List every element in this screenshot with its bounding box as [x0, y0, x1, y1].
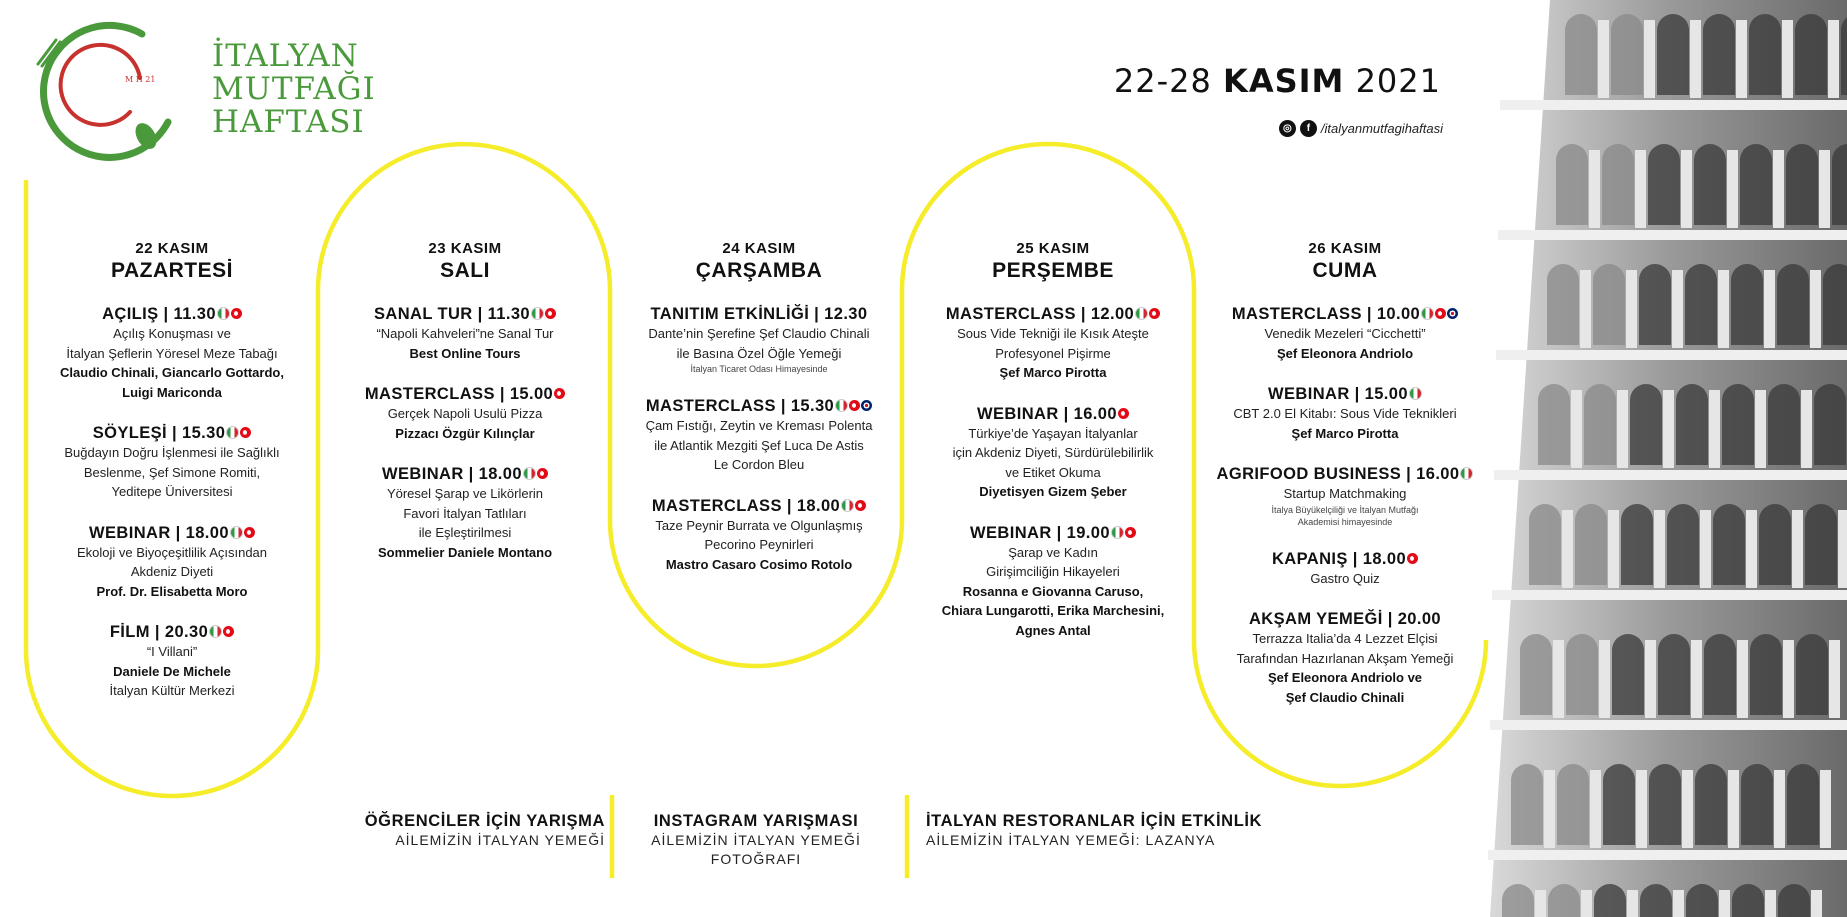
event-title-text: TANITIM ETKİNLİĞİ | 12.30 — [650, 305, 868, 323]
event-detail-line: Tarafından Hazırlanan Akşam Yemeği — [1236, 650, 1454, 666]
turkey-flag-icon — [855, 500, 866, 511]
tower-arch — [1695, 764, 1727, 845]
event-title-text: SANAL TUR | 11.30 — [374, 305, 530, 323]
event-title — [320, 465, 610, 484]
day-name: PERŞEMBE — [992, 259, 1114, 282]
event-date-range — [1114, 62, 1441, 100]
schedule-event — [1200, 610, 1490, 707]
event-title-text: WEBINAR | 18.00 — [89, 523, 229, 542]
schedule-event — [27, 524, 317, 602]
tower-arch — [1584, 384, 1616, 465]
tower-ledge — [1500, 100, 1847, 110]
event-detail-line: Rosanna e Giovanna Caruso, — [962, 583, 1144, 599]
tower-arch — [1658, 634, 1690, 715]
brand-title-line: İTALYAN — [212, 38, 359, 74]
event-detail-line: Akdeniz Diyeti — [130, 564, 214, 579]
tower-arch — [1777, 264, 1809, 345]
event-detail-line: Açılış Konuşması ve — [113, 326, 231, 341]
tower-illustration — [1470, 0, 1847, 917]
italy-flag-icon — [531, 307, 544, 320]
tower-column — [1829, 640, 1840, 718]
tower-arch — [1502, 884, 1534, 917]
italy-flag-icon — [230, 526, 243, 539]
event-title-text: MASTERCLASS | 15.30 — [645, 397, 835, 415]
tower-column — [1727, 150, 1738, 228]
event-title-text: MASTERCLASS | 10.00 — [1231, 305, 1421, 323]
bottom-section-subtitle: AİLEMİZİN İTALYAN YEMEĞİ: LAZANYA — [926, 832, 1216, 848]
tower-column — [1553, 640, 1564, 718]
tower-arch — [1740, 144, 1772, 225]
tower-arch — [1520, 634, 1552, 715]
turkey-flag-icon — [1118, 408, 1129, 419]
tower-arch — [1713, 504, 1745, 585]
event-detail-line: Girişimciliğin Hikayeleri — [986, 564, 1120, 579]
event-detail-line: Agnes Antal — [1015, 622, 1091, 638]
schedule-event — [614, 497, 904, 575]
event-detail-line: Şef Eleonora Andriolo ve — [1267, 670, 1423, 685]
day-date: 24 KASIM — [722, 240, 796, 257]
tower-column — [1709, 390, 1720, 468]
tower-ledge — [1494, 470, 1847, 480]
event-detail-line: Chiara Lungarotti, Erika Marchesini, — [941, 603, 1165, 618]
event-title-text: AÇILIŞ | 11.30 — [102, 305, 216, 323]
schedule-event — [27, 305, 317, 402]
tower-arch — [1722, 384, 1754, 465]
tower-arch — [1649, 764, 1681, 845]
schedule-event — [908, 524, 1198, 641]
tower-arch — [1805, 504, 1837, 585]
event-title — [27, 623, 317, 642]
event-detail-line: Pecorino Peynirleri — [704, 537, 814, 552]
event-title-text: AKŞAM YEMEĞİ | 20.00 — [1248, 610, 1442, 628]
tower-column — [1636, 770, 1647, 848]
tower-column — [1811, 890, 1822, 917]
tower-arch — [1676, 384, 1708, 465]
tower-arch — [1575, 504, 1607, 585]
event-title-text: SÖYLEŞİ | 15.30 — [92, 424, 226, 442]
tower-column — [1792, 510, 1803, 588]
tower-arch — [1732, 884, 1764, 917]
turkey-flag-icon — [244, 527, 255, 538]
tower-column — [1544, 770, 1555, 848]
tower-arch — [1511, 764, 1543, 845]
event-detail-line: Şef Marco Pirotta — [1291, 425, 1399, 441]
event-detail-line: Diyetisyen Gizem Şeber — [979, 484, 1127, 499]
tower-column — [1737, 640, 1748, 718]
bottom-section-subtitle: FOTOĞRAFI — [710, 851, 802, 867]
bottom-section-title: İTALYAN RESTORANLAR İÇİN ETKİNLİK — [926, 812, 1263, 830]
turkey-flag-icon — [545, 308, 556, 319]
tower-arch — [1557, 764, 1589, 845]
tower-arch — [1612, 634, 1644, 715]
event-detail-line: Favori İtalyan Tatlıları — [403, 505, 527, 521]
tower-arch — [1841, 14, 1847, 95]
italy-flag-icon — [1111, 526, 1124, 539]
event-title — [320, 385, 610, 404]
brand-emblem — [22, 12, 192, 162]
schedule-event — [320, 305, 610, 363]
tower-arch — [1621, 504, 1653, 585]
event-title-text: MASTERCLASS | 15.00 — [364, 385, 554, 403]
event-title-text: AGRIFOOD BUSINESS | 16.00 — [1216, 465, 1460, 483]
event-detail-line: Startup Matchmaking — [1283, 486, 1407, 501]
tower-arch — [1731, 264, 1763, 345]
event-title — [1200, 550, 1490, 569]
tower-column — [1580, 270, 1591, 348]
event-title — [27, 305, 317, 324]
event-title — [614, 305, 904, 324]
bottom-section-instagram-contest — [640, 812, 872, 869]
event-detail-line: ile Basına Özel Öğle Yemeği — [676, 345, 842, 361]
turkey-flag-icon — [849, 400, 860, 411]
turkey-flag-icon — [1435, 308, 1446, 319]
italy-flag-icon — [1135, 307, 1148, 320]
event-detail-line: “Napoli Kahveleri”ne Sanal Tur — [376, 326, 554, 341]
tower-column — [1719, 890, 1730, 917]
schedule-event — [1200, 550, 1490, 589]
event-detail-line: Yeditepe Üniversitesi — [111, 484, 233, 499]
turkey-flag-icon — [240, 427, 251, 438]
day-column-thursday — [908, 240, 1198, 662]
event-detail-line: Beslenme, Şef Simone Romiti, — [83, 464, 261, 480]
tower-column — [1654, 510, 1665, 588]
tower-arch — [1814, 384, 1846, 465]
day-date: 23 KASIM — [428, 240, 502, 257]
tower-arch — [1566, 634, 1598, 715]
event-title — [1200, 385, 1490, 404]
event-detail-line: İtalyan Kültür Merkezi — [109, 683, 235, 698]
event-detail-line: Ekoloji ve Biyoçeşitlilik Açısından — [76, 544, 268, 560]
event-detail-line: Sous Vide Tekniği ile Kısık Ateşte — [957, 326, 1149, 341]
day-date: 25 KASIM — [1016, 240, 1090, 257]
event-title-text: MASTERCLASS | 12.00 — [945, 305, 1135, 323]
event-detail-line: İtalyan Şeflerin Yöresel Meze Tabağı — [66, 345, 278, 361]
event-title — [908, 305, 1198, 324]
uk-flag-icon — [861, 400, 872, 411]
turkey-flag-icon — [231, 308, 242, 319]
event-detail-line: Le Cordon Bleu — [713, 457, 805, 472]
date-range-year: 2021 — [1344, 62, 1441, 100]
event-detail-line: Luigi Mariconda — [122, 384, 222, 400]
schedule-event — [27, 424, 317, 502]
tower-column — [1746, 510, 1757, 588]
event-title-text: WEBINAR | 16.00 — [977, 404, 1117, 423]
tower-arch — [1648, 144, 1680, 225]
event-title-text: WEBINAR | 18.00 — [382, 465, 522, 483]
tower-arch — [1796, 634, 1828, 715]
event-detail-line: Şef Marco Pirotta — [999, 365, 1107, 380]
event-detail-line: Mastro Casaro Cosimo Rotolo — [665, 556, 853, 572]
tower-arch — [1667, 504, 1699, 585]
tower-column — [1599, 640, 1610, 718]
tower-arch — [1832, 144, 1847, 225]
turkey-flag-icon — [537, 468, 548, 479]
tower-column — [1700, 510, 1711, 588]
event-detail-line: ile Atlantik Mezgiti Şef Luca De Astis — [654, 437, 864, 453]
tower-ledge — [1492, 590, 1847, 600]
event-title — [1200, 465, 1490, 484]
event-title — [908, 524, 1198, 543]
tower-column — [1571, 390, 1582, 468]
tower-arch — [1529, 504, 1561, 585]
day-name: ÇARŞAMBA — [695, 259, 823, 282]
event-detail-line: Profesyonel Pişirme — [995, 345, 1111, 361]
event-title-text: WEBINAR | 15.00 — [1268, 385, 1408, 403]
schedule-event — [320, 385, 610, 443]
day-name: PAZARTESİ — [111, 259, 233, 282]
tower-column — [1682, 770, 1693, 848]
day-column-tuesday — [320, 240, 610, 584]
tower-column — [1819, 150, 1830, 228]
tower-arch — [1657, 14, 1689, 95]
tower-arch — [1639, 264, 1671, 345]
schedule-event — [908, 305, 1198, 383]
tower-arch — [1759, 504, 1791, 585]
event-title — [27, 424, 317, 443]
event-detail-line: Terrazza Italia’da 4 Lezzet Elçisi — [1252, 631, 1438, 646]
tower-column — [1820, 770, 1831, 848]
italy-flag-icon — [1421, 307, 1434, 320]
event-detail-line: Best Online Tours — [409, 345, 521, 361]
tower-arch — [1603, 764, 1635, 845]
day-column-friday — [1200, 240, 1490, 729]
event-detail-line: Şef Claudio Chinali — [1285, 689, 1405, 705]
italy-flag-icon — [1460, 467, 1473, 480]
italy-flag-icon — [1409, 387, 1422, 400]
tower-ledge — [1496, 350, 1847, 360]
tower-arch — [1548, 884, 1580, 917]
tower-column — [1718, 270, 1729, 348]
tower-column — [1535, 890, 1546, 917]
tower-arch — [1778, 884, 1810, 917]
bottom-section-title: INSTAGRAM YARIŞMASI — [653, 812, 859, 830]
tower-column — [1736, 20, 1747, 98]
tower-column — [1590, 770, 1601, 848]
event-detail-line: ve Etiket Okuma — [1005, 464, 1101, 480]
event-detail-line: Gerçek Napoli Usulü Pizza — [387, 406, 543, 421]
tower-arch — [1686, 884, 1718, 917]
event-detail-line: CBT 2.0 El Kitabı: Sous Vide Teknikleri — [1233, 406, 1457, 421]
instagram-icon[interactable]: ◎ — [1279, 120, 1296, 137]
tower-arch — [1750, 634, 1782, 715]
event-detail-line: ile Eşleştirilmesi — [418, 525, 512, 540]
tower-arch — [1685, 264, 1717, 345]
tower-column — [1617, 390, 1628, 468]
event-title — [27, 524, 317, 543]
tower-arch — [1547, 264, 1579, 345]
event-title — [1200, 305, 1490, 324]
turkey-flag-icon — [554, 388, 565, 399]
emblem-text: M H 21 — [125, 75, 156, 84]
event-detail-line: Yöresel Şarap ve Likörlerin — [386, 486, 544, 501]
brand-title-line: MUTFAĞI — [212, 71, 376, 107]
event-title — [1200, 610, 1490, 629]
tower-column — [1690, 20, 1701, 98]
tower-arch — [1768, 384, 1800, 465]
tower-ledge — [1490, 720, 1847, 730]
event-detail-line: Venedik Mezeleri “Cicchetti” — [1264, 326, 1426, 341]
event-detail-line: Taze Peynir Burrata ve Olgunlaşmış — [655, 517, 863, 533]
turkey-flag-icon — [1125, 527, 1136, 538]
fork-icon — [38, 40, 64, 69]
schedule-event — [614, 397, 904, 475]
italy-flag-icon — [209, 625, 222, 638]
tower-column — [1608, 510, 1619, 588]
event-title-text: MASTERCLASS | 18.00 — [651, 496, 841, 515]
schedule-event — [908, 405, 1198, 502]
bottom-section-title: ÖĞRENCİLER İÇİN YARIŞMA — [364, 812, 605, 830]
tower-column — [1755, 390, 1766, 468]
event-title — [320, 305, 610, 324]
day-date: 22 KASIM — [135, 240, 209, 257]
tower-arch — [1538, 384, 1570, 465]
schedule-event — [1200, 465, 1490, 528]
schedule-event — [1200, 305, 1490, 363]
schedule-event — [320, 465, 610, 562]
tower-arch — [1703, 14, 1735, 95]
tower-column — [1774, 770, 1785, 848]
tower-arch — [1640, 884, 1672, 917]
tower-column — [1562, 510, 1573, 588]
tower-arch — [1593, 264, 1625, 345]
event-title-text: FİLM | 20.30 — [109, 623, 209, 641]
tower-arch — [1786, 144, 1818, 225]
social-handle[interactable]: /italyanmutfagihaftasi — [1320, 121, 1443, 136]
tower-column — [1765, 890, 1776, 917]
event-detail-line: “I Villani” — [146, 644, 198, 659]
tower-arch — [1556, 144, 1588, 225]
date-range-month: KASIM — [1223, 62, 1345, 100]
day-name: CUMA — [1312, 259, 1378, 282]
tower-column — [1645, 640, 1656, 718]
brand-logo — [22, 12, 376, 162]
tower-column — [1589, 150, 1600, 228]
italy-flag-icon — [835, 399, 848, 412]
day-column-monday — [27, 240, 317, 723]
event-title — [908, 405, 1198, 424]
event-title-text: WEBINAR | 19.00 — [970, 523, 1110, 542]
italy-flag-icon — [217, 307, 230, 320]
social-links — [1279, 120, 1443, 137]
tower-column — [1838, 510, 1847, 588]
turkey-flag-icon — [1149, 308, 1160, 319]
day-column-wednesday — [614, 240, 904, 596]
tower-column — [1828, 20, 1839, 98]
facebook-icon[interactable]: f — [1300, 120, 1317, 137]
schedule-event — [614, 305, 904, 375]
tower-arch — [1823, 264, 1847, 345]
tower-column — [1782, 20, 1793, 98]
event-detail-line: Pizzacı Özgür Kılınçlar — [395, 425, 535, 441]
tower-column — [1627, 890, 1638, 917]
day-name: SALI — [440, 259, 490, 282]
event-detail-line: Sommelier Daniele Montano — [377, 544, 553, 560]
event-detail-line: Akademisi himayesinde — [1297, 516, 1393, 527]
tower-column — [1598, 20, 1609, 98]
tower-arch — [1787, 764, 1819, 845]
event-detail-line: Şarap ve Kadın — [1008, 544, 1098, 560]
brand-title — [212, 40, 376, 139]
tower-column — [1691, 640, 1702, 718]
tower-arch — [1704, 634, 1736, 715]
event-detail-line: Şef Eleonora Andriolo — [1276, 345, 1414, 361]
bottom-section-subtitle: AİLEMİZİN İTALYAN YEMEĞİ — [395, 832, 605, 848]
event-detail-line: Prof. Dr. Elisabetta Moro — [96, 583, 248, 599]
leaning-tower-image — [1470, 0, 1847, 917]
event-detail-line: Buğdayın Doğru İşlenmesi ile Sağlıklı — [64, 445, 280, 460]
tower-column — [1663, 390, 1674, 468]
event-detail-line: için Akdeniz Diyeti, Sürdürülebilirlik — [952, 445, 1154, 460]
tower-column — [1672, 270, 1683, 348]
event-detail-line: İtalyan Ticaret Odası Himayesinde — [690, 364, 828, 374]
schedule-event — [27, 623, 317, 701]
event-detail-line: Gastro Quiz — [1310, 570, 1380, 586]
uk-flag-icon — [1447, 308, 1458, 319]
tower-arch — [1749, 14, 1781, 95]
event-detail-line: Daniele De Michele — [113, 663, 231, 679]
tower-column — [1728, 770, 1739, 848]
event-title-text: KAPANIŞ | 18.00 — [1271, 549, 1407, 568]
tower-arch — [1694, 144, 1726, 225]
tower-arch — [1565, 14, 1597, 95]
tower-column — [1801, 390, 1812, 468]
tower-column — [1764, 270, 1775, 348]
tower-column — [1681, 150, 1692, 228]
turkey-flag-icon — [223, 626, 234, 637]
event-detail-line: Türkiye’de Yaşayan İtalyanlar — [968, 425, 1138, 441]
event-detail-line: Çam Fıstığı, Zeytin ve Kreması Polenta — [645, 418, 873, 433]
tower-arch — [1594, 884, 1626, 917]
event-detail-line: Dante’nin Şerefine Şef Claudio Chinali — [648, 326, 870, 341]
italy-flag-icon — [841, 499, 854, 512]
day-date: 26 KASIM — [1308, 240, 1382, 257]
schedule-event — [1200, 385, 1490, 443]
brand-title-line: HAFTASI — [212, 104, 365, 140]
tower-column — [1673, 890, 1684, 917]
tower-column — [1644, 20, 1655, 98]
date-range-days: 22-28 — [1113, 62, 1224, 100]
bottom-section-subtitle: AİLEMİZİN İTALYAN YEMEĞİ — [651, 832, 861, 848]
tower-column — [1581, 890, 1592, 917]
event-title — [614, 497, 904, 516]
italy-flag-icon — [226, 426, 239, 439]
tower-arch — [1795, 14, 1827, 95]
italy-flag-icon — [523, 467, 536, 480]
bottom-section-restaurant-event — [926, 812, 1262, 850]
tower-arch — [1611, 14, 1643, 95]
turkey-flag-icon — [1407, 553, 1418, 564]
bottom-section-student-contest — [365, 812, 605, 850]
tower-column — [1635, 150, 1646, 228]
tower-column — [1773, 150, 1784, 228]
event-title — [614, 397, 904, 416]
tower-column — [1810, 270, 1821, 348]
event-detail-line: İtalya Büyükelçiliği ve İtalyan Mutfağı — [1271, 504, 1419, 515]
tower-column — [1783, 640, 1794, 718]
tower-arch — [1741, 764, 1773, 845]
tower-ledge — [1498, 230, 1847, 240]
tower-arch — [1630, 384, 1662, 465]
event-detail-line: Claudio Chinali, Giancarlo Gottardo, — [60, 365, 284, 380]
tower-arch — [1602, 144, 1634, 225]
tower-column — [1626, 270, 1637, 348]
tower-ledge — [1488, 850, 1847, 860]
